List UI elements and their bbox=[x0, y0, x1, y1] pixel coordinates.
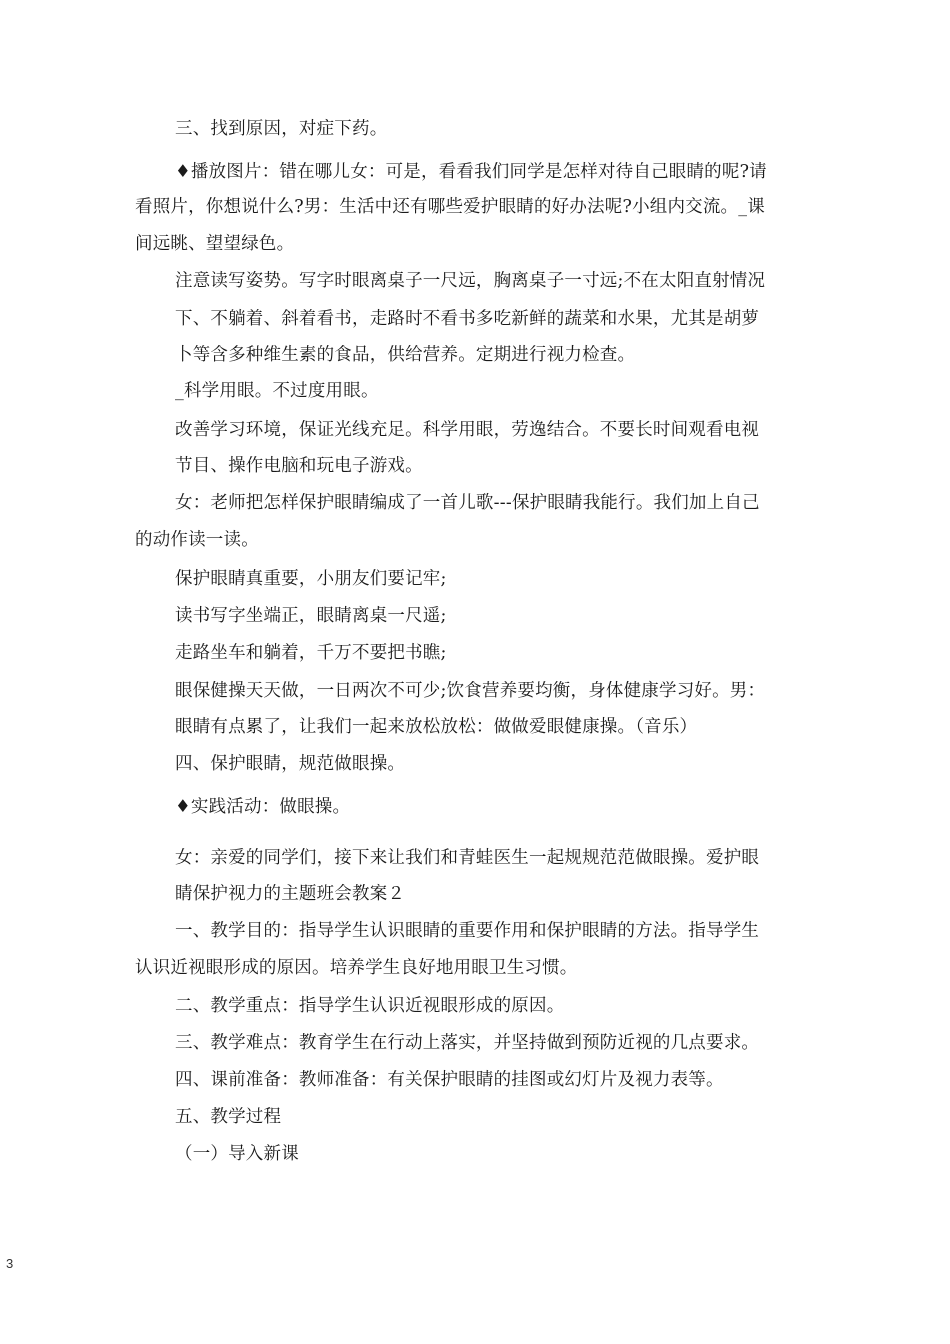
page-number: 3 bbox=[6, 1256, 14, 1271]
paragraph-line: 二、教学重点：指导学生认识近视眼形成的原因。 bbox=[175, 996, 565, 1016]
subsection-heading: （一）导入新课 bbox=[175, 1144, 299, 1164]
paragraph-line: ♦实践活动：做眼操。 bbox=[175, 797, 351, 817]
paragraph-line: 一、教学目的：指导学生认识眼睛的重要作用和保护眼睛的方法。指导学生 bbox=[175, 921, 760, 941]
paragraph-line: 三、教学难点：教育学生在行动上落实，并坚持做到预防近视的几点要求。 bbox=[175, 1033, 760, 1053]
paragraph-line: 看照片，你想说什么?男：生活中还有哪些爱护眼睛的好办法呢?小组内交流。_课 bbox=[135, 197, 765, 217]
paragraph-line: 卜等含多种维生素的食品，供给营养。定期进行视力检查。 bbox=[175, 345, 636, 365]
rhyme-line: 保护眼睛真重要，小朋友们要记牢; bbox=[175, 569, 447, 589]
rhyme-line: 读书写字坐端正，眼睛离桌一尺遥; bbox=[175, 606, 447, 626]
section-heading-process: 五、教学过程 bbox=[175, 1107, 282, 1127]
paragraph-line: ♦播放图片：错在哪儿女：可是，看看我们同学是怎样对待自己眼睛的呢?请 bbox=[175, 162, 767, 182]
rhyme-line: 眼保健操天天做，一日两次不可少;饮食营养要均衡，身体健康学习好。男： bbox=[175, 681, 766, 701]
paragraph-line: 女：亲爱的同学们，接下来让我们和青蛙医生一起规规范范做眼操。爱护眼 bbox=[175, 848, 760, 868]
rhyme-line: 走路坐车和躺着，千万不要把书瞧; bbox=[175, 643, 447, 663]
paragraph-line: 认识近视眼形成的原因。培养学生良好地用眼卫生习惯。 bbox=[135, 958, 578, 978]
section-heading-causes: 三、找到原因，对症下药。 bbox=[175, 119, 388, 139]
paragraph-line: 间远眺、望望绿色。 bbox=[135, 234, 295, 254]
paragraph-line: _科学用眼。不过度用眼。 bbox=[175, 381, 379, 401]
paragraph-line: 睛保护视力的主题班会教案２ bbox=[175, 884, 406, 904]
paragraph-line: 四、课前准备：教师准备：有关保护眼睛的挂图或幻灯片及视力表等。 bbox=[175, 1070, 724, 1090]
paragraph-line: 注意读写姿势。写字时眼离桌子一尺远，胸离桌子一寸远;不在太阳直射情况 bbox=[175, 271, 766, 291]
paragraph-line: 女：老师把怎样保护眼睛编成了一首儿歌---保护眼睛我能行。我们加上自己 bbox=[175, 493, 760, 513]
section-heading-eye-exercise: 四、保护眼睛，规范做眼操。 bbox=[175, 754, 406, 774]
paragraph-line: 眼睛有点累了，让我们一起来放松放松：做做爱眼健康操。（音乐） bbox=[175, 717, 698, 737]
paragraph-line: 改善学习环境，保证光线充足。科学用眼，劳逸结合。不要长时间观看电视 bbox=[175, 420, 760, 440]
paragraph-line: 下、不躺着、斜着看书，走路时不看书多吃新鲜的蔬菜和水果，尤其是胡萝 bbox=[175, 309, 760, 329]
paragraph-line: 的动作读一读。 bbox=[135, 530, 259, 550]
paragraph-line: 节目、操作电脑和玩电子游戏。 bbox=[175, 456, 423, 476]
